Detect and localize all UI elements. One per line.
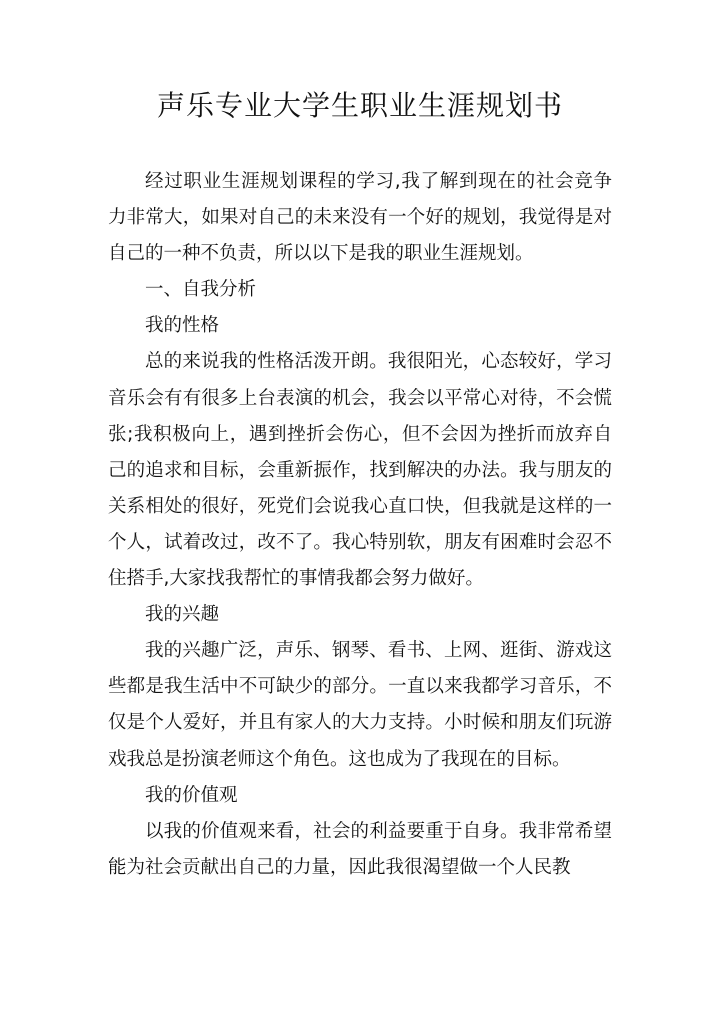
document-body [108,164,612,886]
interests-paragraph: 我的兴趣广泛，声乐、钢琴、看书、上网、逛街、游戏这些都是我生活中不可缺少的部分。一直以来我都学习音乐，不仅是个人爱好，并且有家人的大力支持。小时候和朋友们玩游戏我总是扮演老师这个角色。这也成为了我现在的目标。 [108,640,612,770]
document-title: 声乐专业大学生职业生涯规划书 [156,89,563,122]
section-heading-self-analysis: 一、自我分析 [145,279,257,301]
subheading-personality: 我的性格 [145,315,220,337]
subheading-interests: 我的兴趣 [145,604,220,626]
subheading-values: 我的价值观 [145,784,238,806]
personality-paragraph: 总的来说我的性格活泼开朗。我很阳光，心态较好，学习音乐会有有很多上台表演的机会，我会以平常心对待，不会慌张;我积极向上，遇到挫折会伤心，但不会因为挫折而放弃自己的追求和目标，会重新振作，找到解决的办法。我与朋友的关系相处的很好，死党们会说我心直口快，但我就是这样的一个人，试着改过，改不了。我心特别软，朋友有困难时会忍不住搭手,大家找我帮忙的事情我都会努力做好。 [108,351,612,590]
values-paragraph: 以我的价值观来看，社会的利益要重于自身。我非常希望能为社会贡献出自己的力量，因此我很渴望做一个人民教 [108,820,612,878]
intro-paragraph: 经过职业生涯规划课程的学习,我了解到现在的社会竞争力非常大，如果对自己的未来没有一个好的规划，我觉得是对自己的一种不负责，所以以下是我的职业生涯规划。 [108,171,612,265]
